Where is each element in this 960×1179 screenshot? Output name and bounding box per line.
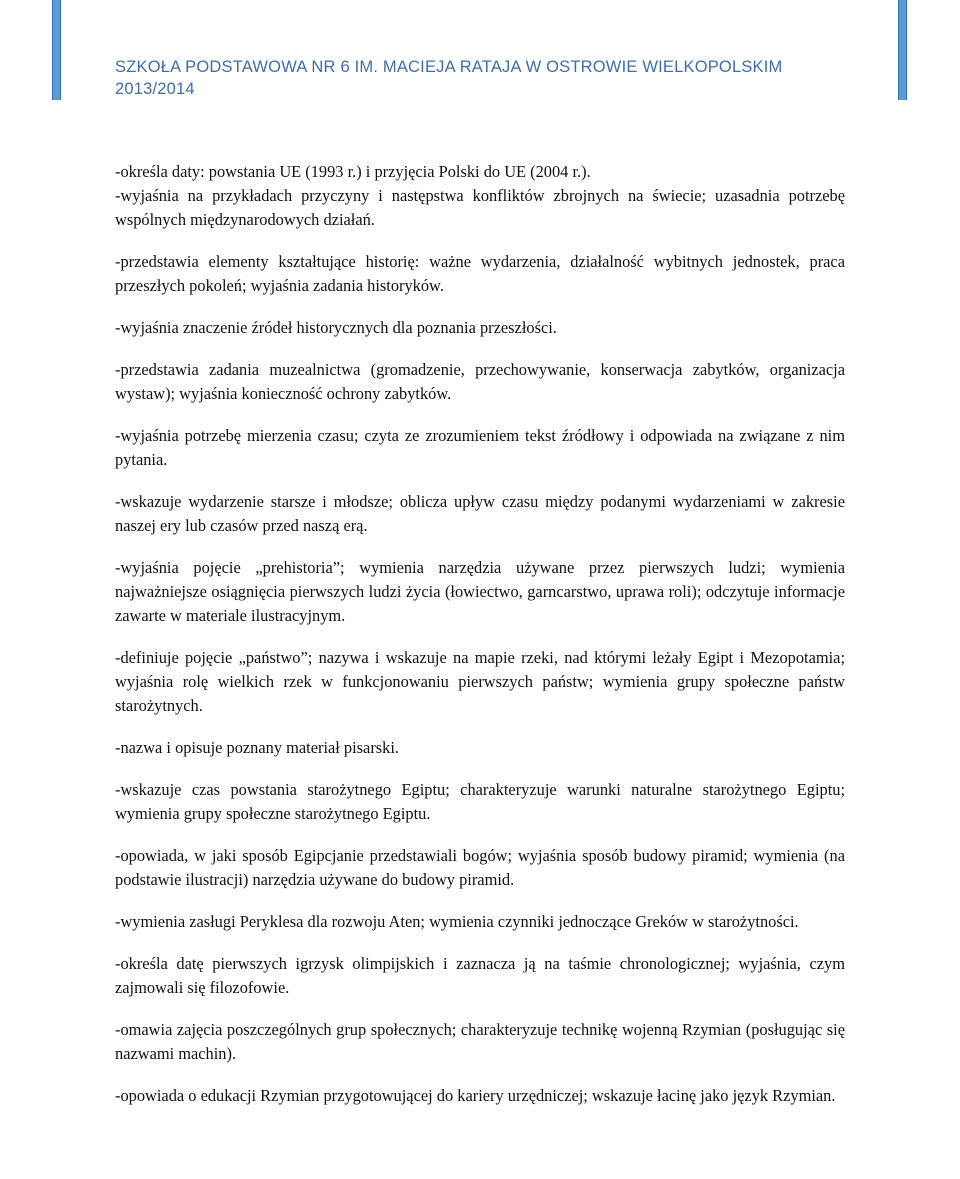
paragraph: -wyjaśnia znaczenie źródeł historycznych dla poznania przeszłości. xyxy=(115,318,557,337)
paragraph: -wyjaśnia pojęcie „prehistoria”; wymienia narzędzia używane przez pierwszych ludzi; wymienia najważniejsze osiągnięcia pierwszych ludzi życia (łowiectwo, garncarstwo, uprawa roli); odczytuje informacje zawarte w materiale ilustracyjnym. xyxy=(115,558,845,625)
paragraph: -przedstawia zadania muzealnictwa (gromadzenie, przechowywanie, konserwacja zabytków, organizacja wystaw); wyjaśnia konieczność ochrony zabytków. xyxy=(115,360,845,403)
document-body xyxy=(115,160,845,1108)
paragraph: -przedstawia elementy kształtujące historię: ważne wydarzenia, działalność wybitnych jednostek, praca przeszłych pokoleń; wyjaśnia zadania historyków. xyxy=(115,252,845,295)
paragraph: -omawia zajęcia poszczególnych grup społecznych; charakteryzuje technikę wojenną Rzymian (posługując się nazwami machin). xyxy=(115,1020,845,1063)
paragraph: -nazwa i opisuje poznany materiał pisarski. xyxy=(115,738,400,757)
paragraph: -wymienia zasługi Peryklesa dla rozwoju Aten; wymienia czynniki jednoczące Greków w starożytności. xyxy=(115,912,799,931)
school-year: 2013/2014 xyxy=(115,80,195,98)
school-name: SZKOŁA PODSTAWOWA NR 6 IM. MACIEJA RATAJA W OSTROWIE WIELKOPOLSKIM xyxy=(115,58,783,76)
paragraph: -wskazuje czas powstania starożytnego Egiptu; charakteryzuje warunki naturalne starożytnego Egiptu; wymienia grupy społeczne starożytnego Egiptu. xyxy=(115,780,845,823)
paragraph: -wyjaśnia potrzebę mierzenia czasu; czyta ze zrozumieniem tekst źródłowy i odpowiada na związane z nim pytania. xyxy=(115,426,845,469)
paragraph: -wyjaśnia na przykładach przyczyny i następstwa konfliktów zbrojnych na świecie; uzasadnia potrzebę wspólnych międzynarodowych działań. xyxy=(115,186,845,229)
paragraph: -opowiada o edukacji Rzymian przygotowującej do kariery urzędniczej; wskazuje łacinę jako język Rzymian. xyxy=(115,1086,836,1105)
header-decor-bar-left xyxy=(52,0,61,100)
paragraph: -definiuje pojęcie „państwo”; nazywa i wskazuje na mapie rzeki, nad którymi leżały Egipt i Mezopotamia; wyjaśnia rolę wielkich rzek w funkcjonowaniu pierwszych państw; wymienia grupy społeczne państw starożytnych. xyxy=(115,648,845,715)
page-header xyxy=(115,56,855,100)
paragraph: -określa daty: powstania UE (1993 r.) i przyjęcia Polski do UE (2004 r.). xyxy=(115,162,591,181)
paragraph: -opowiada, w jaki sposób Egipcjanie przedstawiali bogów; wyjaśnia sposób budowy piramid; wymienia (na podstawie ilustracji) narzędzia używane do budowy piramid. xyxy=(115,846,845,889)
paragraph: -wskazuje wydarzenie starsze i młodsze; oblicza upływ czasu między podanymi wydarzeniami w zakresie naszej ery lub czasów przed naszą erą. xyxy=(115,492,845,535)
paragraph: -określa datę pierwszych igrzysk olimpijskich i zaznacza ją na taśmie chronologicznej; wyjaśnia, czym zajmowali się filozofowie. xyxy=(115,954,845,997)
header-decor-bar-right xyxy=(898,0,907,100)
